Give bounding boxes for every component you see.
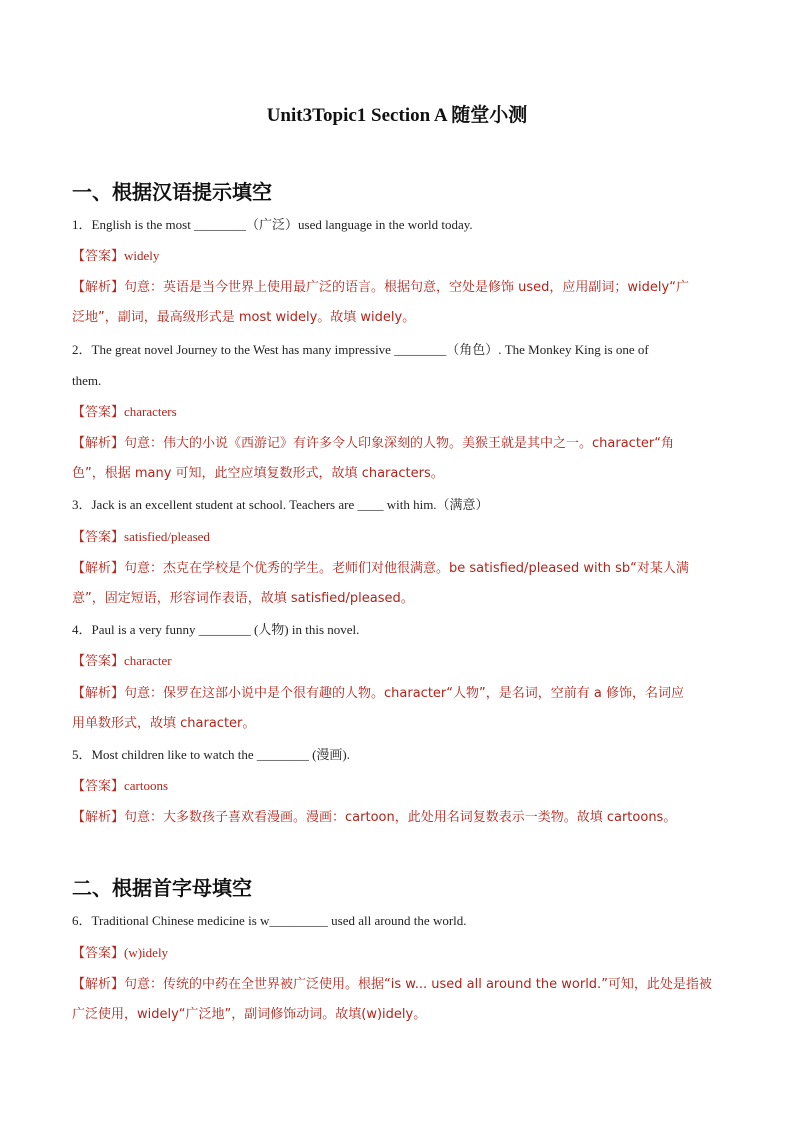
answer-3 (72, 528, 732, 547)
analysis-3-line-1: 【解析】句意：杰克在学校是个优秀的学生。老师们对他很满意。be satisfied/pleased with sb“对某人满 (72, 561, 689, 576)
question-2-line-2: them. (72, 373, 102, 388)
question-3: 3．Jack is an excellent student at school. Teachers are ____ with him.（满意） (72, 497, 489, 512)
analysis-6-line-1: 【解析】句意：传统的中药在全世界被广泛使用。根据“is w... used all around the world.”可知，此处是指被 (72, 977, 712, 992)
answer-tag: 【答案】 (72, 946, 125, 961)
answer-text: (w)idely (124, 945, 169, 960)
analysis-4-line-1: 【解析】句意：保罗在这部小说中是个很有趣的人物。character“人物”，是名词，空前有 a 修饰，名词应 (72, 686, 684, 701)
answer-6 (72, 944, 732, 963)
answer-2 (72, 403, 732, 422)
analysis-tag: 【解析】 (72, 810, 125, 825)
analysis-1-line-1: 【解析】句意：英语是当今世界上使用最广泛的语言。根据句意，空处是修饰 used，应用副词；widely“广 (72, 280, 689, 295)
answer-tag: 【答案】 (72, 530, 125, 545)
section-heading-2: 二、根据首字母填空 (72, 876, 252, 900)
analysis-5-line-1: 【解析】句意：大多数孩子喜欢看漫画。漫画：cartoon，此处用名词复数表示一类物。故填 cartoons。 (72, 810, 677, 825)
answer-text: widely (124, 248, 160, 263)
question-1: 1．English is the most ________（广泛）used language in the world today. (72, 217, 473, 232)
section-heading-1: 一、根据汉语提示填空 (72, 180, 272, 204)
answer-text: satisfied/pleased (124, 529, 210, 544)
analysis-tag: 【解析】 (72, 436, 125, 451)
answer-text: characters (124, 404, 177, 419)
answer-tag: 【答案】 (72, 779, 125, 794)
analysis-tag: 【解析】 (72, 977, 125, 992)
analysis-2-line-2: 色”，根据 many 可知，此空应填复数形式，故填 characters。 (72, 466, 444, 481)
answer-tag: 【答案】 (72, 405, 125, 420)
answer-text: cartoons (124, 778, 169, 793)
analysis-3-line-2: 意”，固定短语，形容词作表语，故填 satisfied/pleased。 (72, 591, 414, 606)
answer-1 (72, 247, 732, 266)
page-title: Unit3Topic1 Section A 随堂小测 (266, 105, 528, 126)
analysis-tag: 【解析】 (72, 280, 125, 295)
answer-text: character (124, 653, 172, 668)
question-5: 5．Most children like to watch the ________ (漫画). (72, 747, 351, 762)
analysis-1-line-2: 泛地”，副词，最高级形式是 most widely。故填 widely。 (72, 310, 416, 325)
analysis-6-line-2: 广泛使用，widely“广泛地”，副词修饰动词。故填(w)idely。 (72, 1007, 427, 1022)
analysis-2-line-1: 【解析】句意：伟大的小说《西游记》有许多令人印象深刻的人物。美猴王就是其中之一。character“角 (72, 436, 675, 451)
analysis-4-line-2: 用单数形式，故填 character。 (72, 716, 256, 731)
answer-4 (72, 652, 732, 671)
analysis-tag: 【解析】 (72, 561, 125, 576)
answer-5 (72, 777, 732, 796)
answer-tag: 【答案】 (72, 249, 125, 264)
analysis-tag: 【解析】 (72, 686, 125, 701)
answer-tag: 【答案】 (72, 654, 125, 669)
question-2-line-1: 2．The great novel Journey to the West has many impressive ________（角色）. The Monkey King is one of (72, 342, 649, 357)
question-6: 6．Traditional Chinese medicine is w_________ used all around the world. (72, 913, 467, 928)
question-4: 4．Paul is a very funny ________ (人物) in this novel. (72, 622, 360, 637)
